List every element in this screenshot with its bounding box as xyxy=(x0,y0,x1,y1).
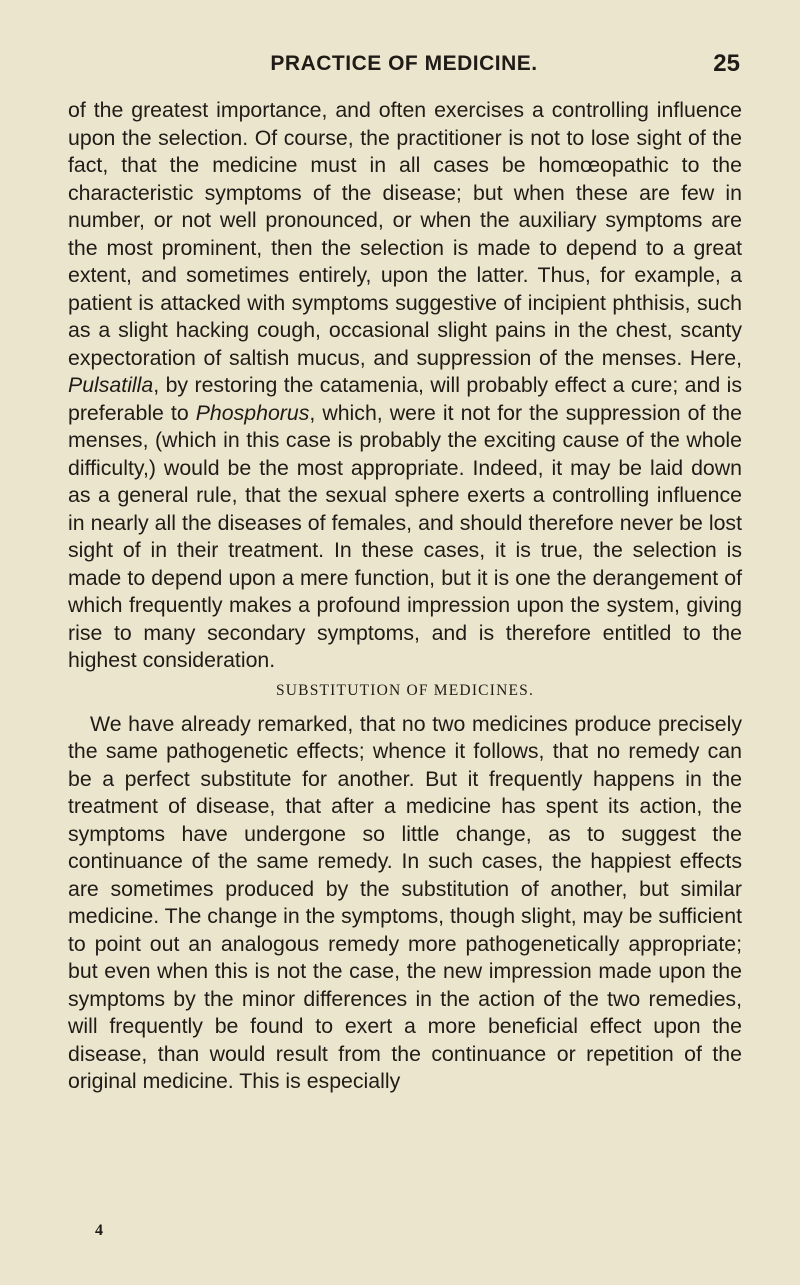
paragraph-text: , which, were it not for the suppression of the menses, (which in this case is probably the exciting cause of the whole difficulty,) would be the most appropriate. Indeed, it may be laid down as a general rule, that the sexual sphere exerts a controlling influence in nearly all the diseases of females, and should therefore never be lost sight of in their treatment. In these cases, it is true, the selection is made to depend upon a mere function, but it is one the derangement of which frequently makes a profound impression upon the system, giving rise to many secondary symptoms, and is therefore entitled to the highest consideration. xyxy=(68,400,742,672)
page-title: PRACTICE OF MEDICINE. xyxy=(270,52,538,75)
body-text xyxy=(68,97,742,1096)
paragraph-text: , by restoring the catamenia, will probably effect a cure; and is preferable to xyxy=(68,373,742,425)
remedy-name-pulsatilla: Pulsatilla xyxy=(68,373,154,397)
paragraph-text: of the greatest importance, and often exercises a controlling influence upon the selection. Of course, the practitioner is not to lose sight of the fact, that the medicine must in all cases be homœopathic to the characteristic symptoms of the disease; but when these are few in number, or not well pronounced, or when the auxiliary symptoms are the most prominent, then the selection is made to depend to a great extent, and sometimes entirely, upon the latter. Thus, for example, a patient is attacked with symptoms suggestive of incipient phthisis, such as a slight hacking cough, occasional slight pains in the chest, scanty expectoration of saltish mucus, and suppression of the menses. Here, xyxy=(68,98,742,370)
paragraph-continued xyxy=(68,97,742,675)
running-head xyxy=(68,50,740,80)
section-heading: SUBSTITUTION OF MEDICINES. xyxy=(275,681,535,699)
section-paragraph: We have already remarked, that no two medicines produce precisely the same pathogenetic effects; whence it follows, that no remedy can be a perfect substitute for another. But it frequently happens in the treatment of disease, that after a medicine has spent its action, the symptoms have undergone so little change, as to suggest the continuance of the same remedy. In such cases, the happiest effects are sometimes produced by the substitution of another, but similar medicine. The change in the symptoms, though slight, may be sufficient to point out an analogous remedy more pathogenetically appropriate; but even when this is not the case, the new impression made upon the symptoms by the minor differences in the action of the two remedies, will frequently be found to exert a more beneficial effect upon the disease, than would result from the continuance or repetition of the original medicine. This is especially xyxy=(68,711,742,1093)
page-number: 25 xyxy=(713,50,740,77)
signature-mark: 4 xyxy=(95,1222,103,1239)
remedy-name-phosphorus: Phosphorus xyxy=(195,400,310,425)
